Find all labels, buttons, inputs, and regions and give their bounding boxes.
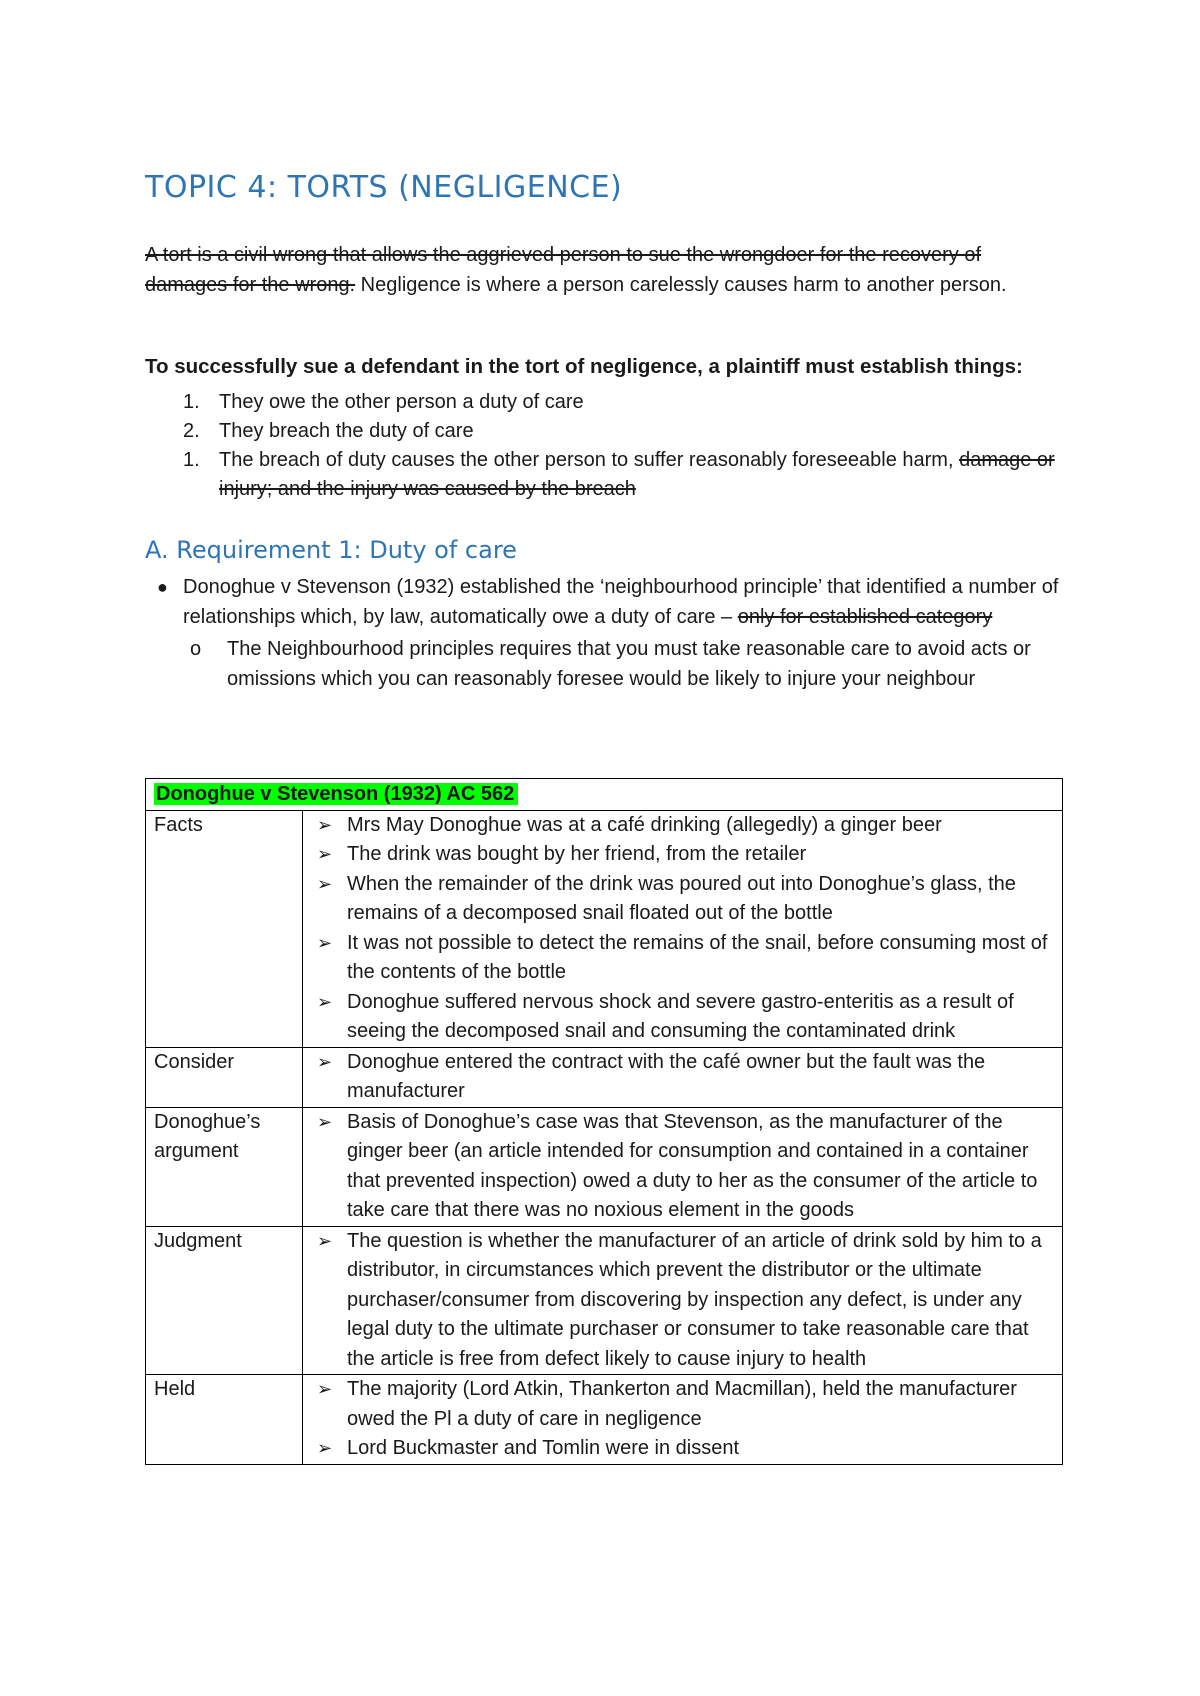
table-row: [146, 1047, 1063, 1107]
case-title-cell: [146, 779, 1063, 811]
arrowhead-bullet-icon: ➢: [317, 873, 333, 894]
arrowhead-bullet-icon: ➢: [317, 844, 333, 864]
intro-text: Negligence is where a person carelessly causes harm to another person.: [355, 274, 1007, 296]
list-item-text: They owe the other person a duty of care: [219, 391, 584, 413]
list-item-text: The breach of duty causes the other person to suffer reasonably foreseeable harm,: [219, 449, 960, 471]
point-text: Donoghue entered the contract with the café owner but the fault was the manufacturer: [347, 1050, 986, 1102]
list-number: 2.: [183, 420, 200, 442]
table-row: [146, 1107, 1063, 1226]
arrowhead-bullet-icon: ➢: [317, 1111, 333, 1132]
case-table: [145, 778, 1063, 1465]
point-text: Donoghue suffered nervous shock and severe gastro-enteritis as a result of seeing the decomposed snail and consuming the contaminated drink: [347, 990, 1014, 1042]
row-content: [303, 1047, 1063, 1107]
held-list: [311, 1375, 1054, 1464]
sub-bullet-text: The Neighbourhood principles requires that you must take reasonable care to avoid acts or omissions which you can reasonably foresee would be likely to injure your neighbour: [227, 638, 1031, 690]
list-item: [311, 1048, 1054, 1107]
argument-list: [311, 1108, 1054, 1226]
list-item: [311, 1108, 1054, 1226]
judgment-list: [311, 1227, 1054, 1375]
row-content: [303, 1107, 1063, 1226]
point-text: Lord Buckmaster and Tomlin were in dissent: [347, 1437, 740, 1459]
row-content: [303, 1375, 1063, 1465]
circle-bullet-icon: o: [190, 638, 202, 660]
list-item: [145, 634, 1065, 694]
table-row: [146, 779, 1063, 811]
arrowhead-bullet-icon: ➢: [317, 814, 333, 835]
arrowhead-bullet-icon: ➢: [317, 991, 333, 1012]
bullet-dot-icon: ●: [157, 577, 168, 597]
list-item: [311, 988, 1054, 1047]
page-title: TOPIC 4: TORTS (NEGLIGENCE): [145, 170, 623, 205]
arrowhead-bullet-icon: ➢: [317, 1230, 333, 1251]
table-row: [146, 810, 1063, 1047]
arrowhead-bullet-icon: ➢: [317, 932, 333, 953]
list-item: [311, 1227, 1054, 1375]
list-item: [311, 811, 1054, 841]
point-text: The question is whether the manufacturer of an article of drink sold by him to a distributor, in circumstances which prevent the distributor or the ultimate purchaser/consumer from discovering by inspection any defect, is under any legal duty to the ultimate purchaser or consumer to take reasonable care that the article is free from defect likely to cause injury to health: [347, 1229, 1042, 1370]
list-item: [145, 417, 1065, 446]
requirements-list: [145, 388, 1065, 504]
facts-list: [311, 811, 1054, 1047]
arrowhead-bullet-icon: ➢: [317, 1379, 333, 1399]
list-item: [145, 446, 1065, 504]
list-number: 1.: [183, 449, 200, 471]
row-content: [303, 1226, 1063, 1375]
point-text: When the remainder of the drink was poured out into Donoghue’s glass, the remains of a decomposed snail floated out of the bottle: [347, 872, 1016, 924]
list-item: [311, 1375, 1054, 1434]
arrowhead-bullet-icon: ➢: [317, 1051, 333, 1072]
bullet-struck-text: only for established category: [737, 606, 993, 628]
row-label: Judgment: [146, 1226, 303, 1375]
point-text: The majority (Lord Atkin, Thankerton and Macmillan), held the manufacturer owed the Pl a duty of care in negligence: [347, 1378, 1017, 1430]
list-item: [311, 1434, 1054, 1464]
table-row: [146, 1226, 1063, 1375]
row-label: Donoghue’s argument: [146, 1107, 303, 1226]
requirements-heading: To successfully sue a defendant in the tort of negligence, a plaintiff must establish things:: [145, 355, 1023, 378]
point-text: Basis of Donoghue’s case was that Stevenson, as the manufacturer of the ginger beer (an article intended for consumption and contained in a container that prevented inspection) owed a duty to her as the consumer of the article to take care that there was no noxious element in the goods: [347, 1110, 1038, 1221]
arrowhead-bullet-icon: ➢: [317, 1438, 333, 1458]
list-item: [145, 388, 1065, 417]
row-content: [303, 810, 1063, 1047]
list-item: [311, 929, 1054, 988]
table-row: [146, 1375, 1063, 1465]
point-text: Mrs May Donoghue was at a café drinking (allegedly) a ginger beer: [347, 813, 942, 836]
point-text: The drink was bought by her friend, from the retailer: [347, 843, 807, 865]
intro-struck-text: A tort is a civil wrong that allows the aggrieved person to sue the wrongdoer for the recovery of damages for the wrong.: [145, 244, 981, 296]
consider-list: [311, 1048, 1054, 1107]
list-item-struck-text: damage or injury; and the injury was caused by the breach: [219, 449, 1055, 500]
point-text: It was not possible to detect the remains of the snail, before consuming most of the contents of the bottle: [347, 931, 1048, 983]
row-label: Facts: [146, 810, 303, 1047]
list-item: [145, 572, 1065, 632]
list-item: [311, 870, 1054, 929]
section-heading-duty-of-care: A. Requirement 1: Duty of care: [145, 536, 517, 564]
bullet-text: Donoghue v Stevenson (1932) established the ‘neighbourhood principle’ that identified a number of relationships which, by law, automatically owe a duty of care –: [183, 576, 1059, 628]
row-label: Held: [146, 1375, 303, 1465]
row-label: Consider: [146, 1047, 303, 1107]
list-item-text: They breach the duty of care: [219, 420, 474, 442]
duty-of-care-bullets: [145, 572, 1065, 694]
case-title: Donoghue v Stevenson (1932) AC 562: [154, 783, 518, 805]
list-number: 1.: [183, 391, 200, 413]
intro-paragraph: [145, 240, 1065, 300]
list-item: [311, 840, 1054, 870]
